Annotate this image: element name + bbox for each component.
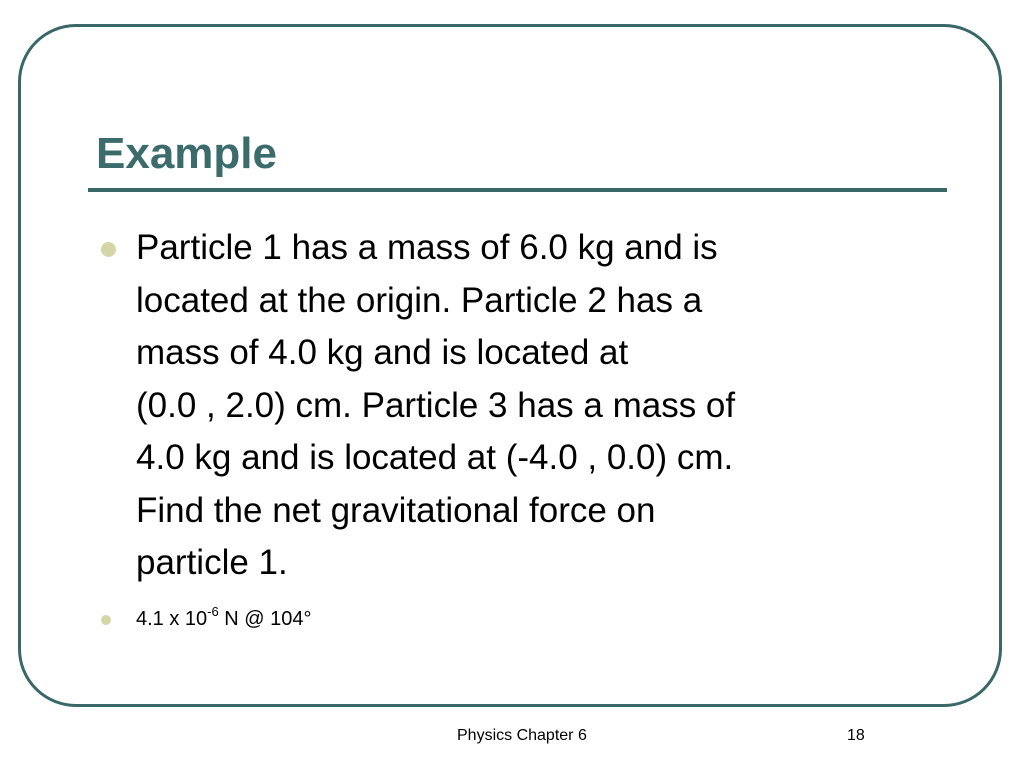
- footer-page-number: 18: [847, 727, 865, 744]
- problem-line: 4.0 kg and is located at (-4.0 , 0.0) cm.: [136, 438, 734, 477]
- problem-line: Find the net gravitational force on: [136, 490, 656, 530]
- slide-title: Example: [96, 129, 277, 178]
- bullet-list: [98, 222, 908, 632]
- answer-exponent: -6: [207, 603, 219, 619]
- answer-bullet: [98, 603, 908, 632]
- answer-rest: N @ 104°: [218, 607, 312, 630]
- answer-base: 4.1 x 10: [136, 607, 208, 630]
- problem-line: mass of 4.0 kg and is located at: [136, 333, 629, 372]
- footer-chapter: Physics Chapter 6: [457, 727, 587, 744]
- bullet-dot-icon: [101, 615, 111, 625]
- problem-bullet: [98, 222, 908, 590]
- problem-line: Particle 1 has a mass of 6.0 kg and is: [136, 228, 718, 267]
- problem-line: particle 1.: [136, 543, 288, 582]
- answer-text: [136, 603, 908, 632]
- problem-line: (0.0 , 2.0) cm. Particle 3 has a mass of: [136, 385, 736, 425]
- bullet-dot-icon: [101, 242, 116, 257]
- problem-line: located at the origin. Particle 2 has a: [136, 280, 703, 320]
- title-underline: [88, 188, 947, 192]
